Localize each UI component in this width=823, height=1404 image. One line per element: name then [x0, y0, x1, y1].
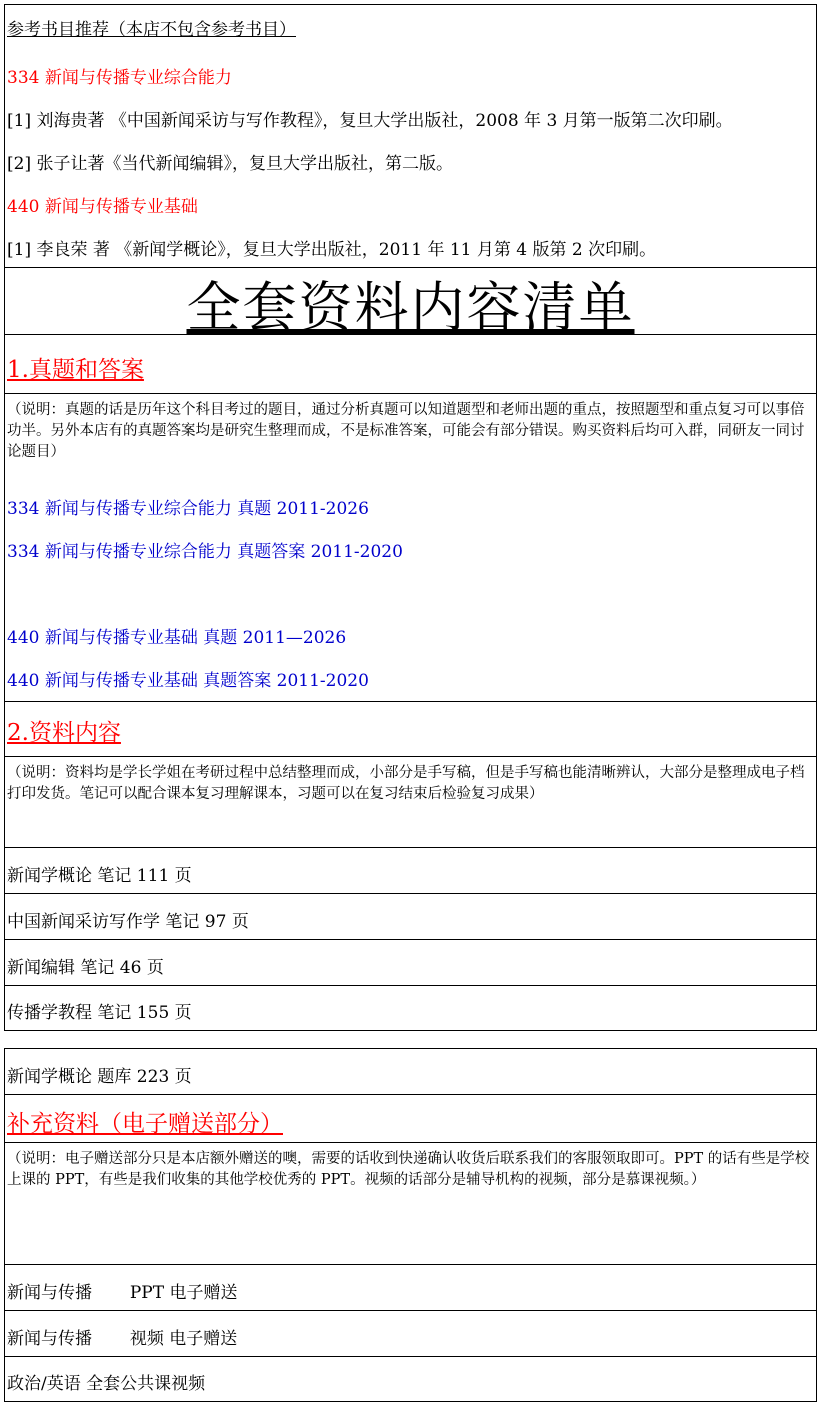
table-row: [5, 1311, 816, 1357]
table-row: [5, 986, 816, 1030]
supplementary-table: [4, 1048, 817, 1402]
exam-item: 440 新闻与传播专业基础 真题 2011—2026: [7, 628, 347, 648]
note-item: 新闻编辑 笔记 46 页: [7, 958, 164, 978]
section-3-heading-row: [5, 1095, 816, 1143]
page-title: 全套资料内容清单: [186, 276, 635, 335]
exam-item: 440 新闻与传播专业基础 真题答案 2011-2020: [7, 671, 369, 691]
note-item: 中国新闻采访写作学 笔记 97 页: [7, 912, 249, 932]
table-row: [5, 1265, 816, 1311]
table-row: [5, 894, 816, 940]
section-1-heading-row: [5, 335, 816, 394]
table-row: [5, 848, 816, 894]
section-3-note-row: [5, 1143, 816, 1265]
book-1: [1] 刘海贵著 《中国新闻采访与写作教程》，复旦大学出版社，2008 年 3 月第一版第二次印刷。: [7, 111, 733, 131]
gift-item: 新闻与传播 视频 电子赠送: [7, 1329, 238, 1349]
table-row: [5, 1049, 816, 1095]
section-3-note: （说明：电子赠送部分只是本店额外赠送的噢，需要的话收到快递确认收货后联系我们的客服领取即可。PPT 的话有些是学校上课的 PPT，有些是我们收集的其他学校优秀的 PPT。视频的话部分是辅导机构的视频，部分是慕课视频。）: [7, 1151, 810, 1188]
material-list-table: [4, 4, 817, 1031]
question-bank-item: 新闻学概论 题库 223 页: [7, 1067, 192, 1087]
book-2: [2] 张子让著《当代新闻编辑》，复旦大学出版社，第二版。: [7, 154, 453, 174]
book-3: [1] 李良荣 著 《新闻学概论》，复旦大学出版社，2011 年 11 月第 4 版第 2 次印刷。: [7, 240, 657, 260]
section-2-note-row: [5, 757, 816, 848]
title-row: [5, 268, 816, 335]
section-2-note: （说明：资料均是学长学姐在考研过程中总结整理而成，小部分是手写稿，但是手写稿也能清晰辨认，大部分是整理成电子档打印发货。笔记可以配合课本复习理解课本，习题可以在复习结束后检验复习成果）: [7, 765, 805, 802]
exam-item: 334 新闻与传播专业综合能力 真题答案 2011-2020: [7, 542, 403, 562]
reference-books-header: 参考书目推荐（本店不包含参考书目）: [7, 20, 296, 40]
section-1-body: [5, 394, 816, 702]
note-item: 新闻学概论 笔记 111 页: [7, 866, 192, 886]
reference-books-section: [5, 5, 816, 268]
course-440-title: 440 新闻与传播专业基础: [7, 197, 198, 217]
section-1-note: （说明：真题的话是历年这个科目考过的题目，通过分析真题可以知道题型和老师出题的重点，按照题型和重点复习可以事倍功半。另外本店有的真题答案均是研究生整理而成，不是标准答案，可能会有部分错误。购买资料后均可入群，同研友一同讨论题目）: [7, 402, 805, 460]
gift-item: 新闻与传播 PPT 电子赠送: [7, 1283, 238, 1303]
course-334-title: 334 新闻与传播专业综合能力: [7, 68, 232, 88]
table-row: [5, 1357, 816, 1401]
section-2-heading: 2.资料内容: [7, 720, 121, 746]
note-item: 传播学教程 笔记 155 页: [7, 1003, 192, 1023]
section-3-heading: 补充资料（电子赠送部分）: [7, 1111, 283, 1137]
exam-item: 334 新闻与传播专业综合能力 真题 2011-2026: [7, 499, 369, 519]
table-row: [5, 940, 816, 986]
section-2-heading-row: [5, 702, 816, 757]
section-1-heading: 1.真题和答案: [7, 357, 144, 383]
gift-item: 政治/英语 全套公共课视频: [7, 1374, 206, 1394]
